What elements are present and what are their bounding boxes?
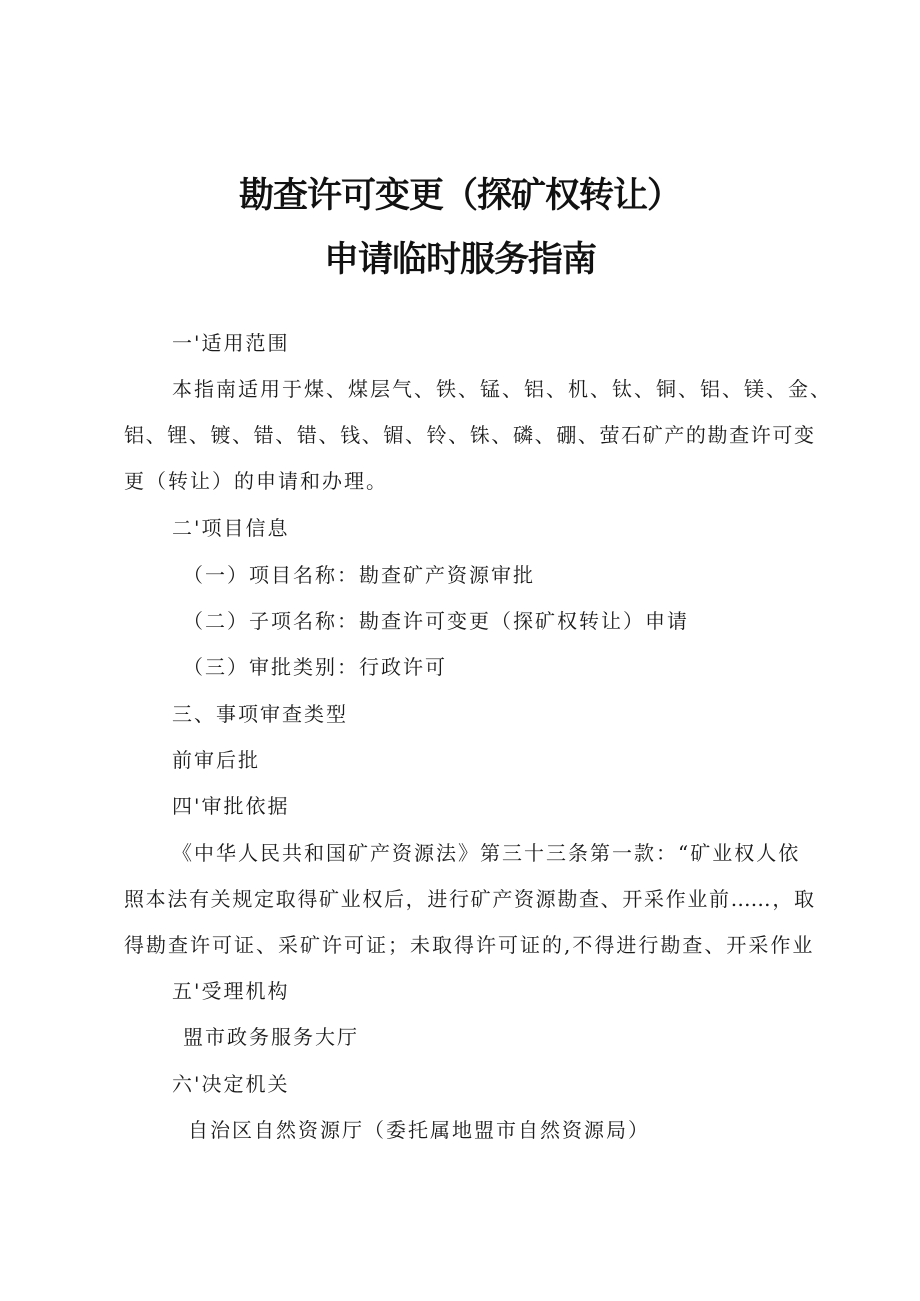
- section-6-content: 自治区自然资源厅（委托属地盟市自然资源局）: [188, 1118, 650, 1142]
- section-1-para-line-3: 更（转让）的申请和办理。: [124, 469, 388, 493]
- section-2-item-3: （三）审批类别：行政许可: [183, 655, 447, 679]
- section-6-heading: 六'决定机关: [172, 1072, 290, 1096]
- title-line-2: 申请临时服务指南: [323, 240, 596, 280]
- section-2-item-1: （一）项目名称：勘查矿产资源审批: [183, 563, 535, 587]
- section-3-content: 前审后批: [172, 748, 260, 772]
- section-1-heading: 一'适用范围: [172, 331, 290, 355]
- section-4-para-line-2: 照本法有关规定取得矿业权后，进行矿产资源勘查、开采作业前……，取: [124, 887, 814, 911]
- section-1-para-line-2: 铝、锂、镀、错、错、钱、镅、铃、铢、磷、硼、萤石矿产的勘查许可变: [124, 423, 814, 447]
- section-1-para-line-1: 本指南适用于煤、煤层气、铁、锰、铝、机、钛、铜、铝、镁、金、: [172, 377, 832, 401]
- section-2-heading: 二'项目信息: [172, 516, 290, 540]
- section-4-para-line-1: 《中华人民共和国矿产资源法》第三十三条第一款：“矿业权人依: [172, 841, 801, 865]
- section-4-para-line-3: 得勘查许可证、采矿许可证；未取得许可证的,不得进行勘查、开采作业: [124, 933, 815, 957]
- title-line-1: 勘查许可变更（探矿权转让）: [238, 176, 681, 216]
- section-2-item-2: （二）子项名称：勘查许可变更（探矿权转让）申请: [183, 609, 689, 633]
- section-4-heading: 四'审批依据: [172, 794, 290, 818]
- section-5-heading: 五'受理机构: [172, 979, 290, 1003]
- section-5-content: 盟市政务服务大厅: [183, 1025, 359, 1049]
- section-3-heading: 三、事项审查类型: [172, 702, 348, 726]
